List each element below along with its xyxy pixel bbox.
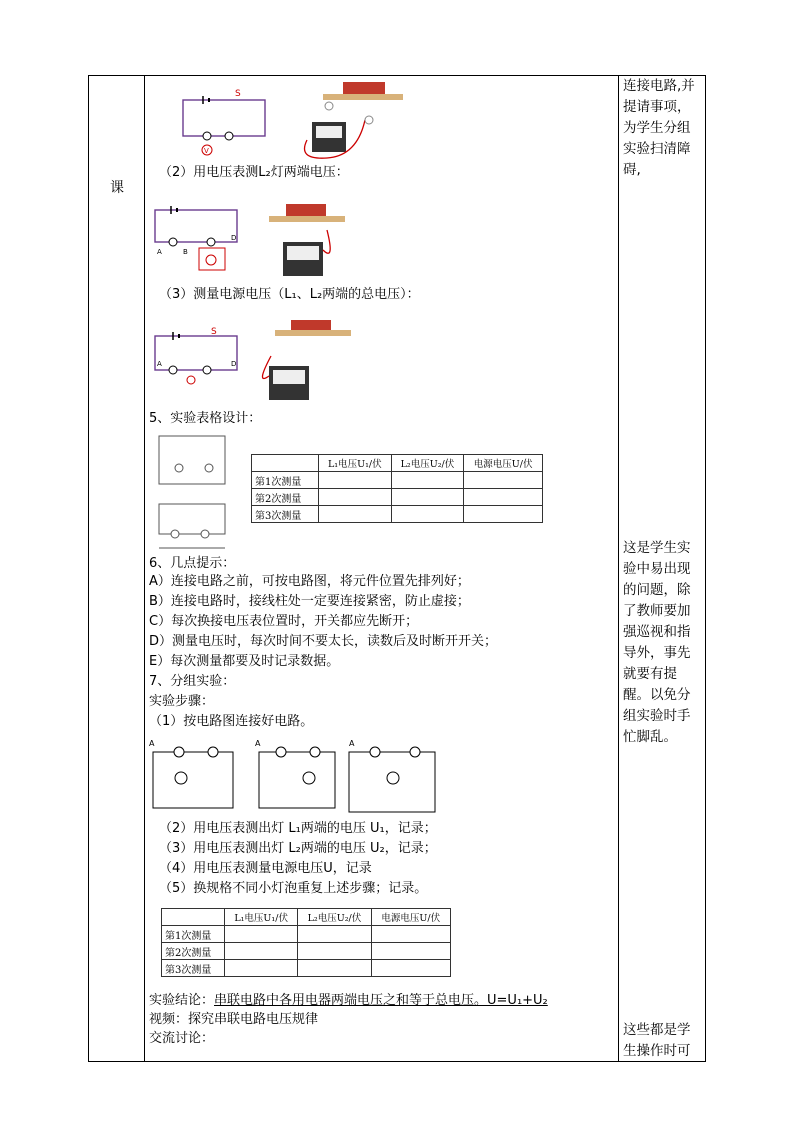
step-2: （2）用电压表测出灯 L₁两端的电压 U₁，记录； xyxy=(159,821,437,836)
conclusion-text: 串联电路中各用电器两端电压之和等于总电压。U=U₁+U₂ xyxy=(214,993,548,1008)
tip-c: C）每次换接电压表位置时，开关都应先断开； xyxy=(149,614,419,629)
header-cell xyxy=(252,455,319,472)
row-label: 第1次测量 xyxy=(252,472,319,489)
blank-cell xyxy=(298,960,371,977)
header-cell: L₂电压U₂/伏 xyxy=(391,455,464,472)
header-cell: L₁电压U₁/伏 xyxy=(225,909,298,926)
steps-title: 实验步骤： xyxy=(149,694,215,709)
blank-cell xyxy=(371,926,450,943)
circuit-figure-2 xyxy=(151,200,371,282)
circuit-figure-3 xyxy=(151,316,371,404)
step2-text: （2）用电压表测L₂灯两端电压： xyxy=(159,165,349,180)
row-label: 第2次测量 xyxy=(252,489,319,506)
blank-cell xyxy=(225,943,298,960)
node-a-label-3: A xyxy=(157,360,162,368)
row-label: 第2次测量 xyxy=(162,943,225,960)
conclusion-line xyxy=(149,992,548,1010)
side-note-1: 连接电路,并提请事项，为学生分组实验扫清障碍, xyxy=(623,78,695,178)
header-cell: L₂电压U₂/伏 xyxy=(298,909,371,926)
circuit-sketch-pair xyxy=(155,430,235,556)
left-column-label: 课 xyxy=(110,180,124,196)
row-label: 第1次测量 xyxy=(162,926,225,943)
blank-cell xyxy=(371,960,450,977)
discussion-line: 交流讨论： xyxy=(149,1031,215,1046)
tip-b: B）连接电路时，接线柱处一定要连接紧密，防止虚接； xyxy=(149,594,470,609)
diagram-a-label-3: A xyxy=(349,739,355,748)
step-1: （1）按电路图连接好电路。 xyxy=(149,714,314,729)
column-divider-2 xyxy=(618,76,619,1061)
node-d-label-3: D xyxy=(231,360,237,368)
header-cell: 电源电压U/伏 xyxy=(464,455,543,472)
blank-cell xyxy=(391,506,464,523)
blank-cell xyxy=(464,489,543,506)
data-table-2 xyxy=(161,908,451,977)
row-label: 第3次测量 xyxy=(252,506,319,523)
blank-cell xyxy=(319,472,392,489)
tip-e: E）每次测量都要及时记录数据。 xyxy=(149,654,340,669)
section7-title: 7、分组实验： xyxy=(149,674,236,689)
data-table-1 xyxy=(251,454,543,523)
diagram-a-label: A xyxy=(149,739,155,748)
header-cell xyxy=(162,909,225,926)
node-a-label: A xyxy=(157,248,162,256)
header-cell: L₁电压U₁/伏 xyxy=(319,455,392,472)
blank-cell xyxy=(391,472,464,489)
switch-label-3: S xyxy=(211,327,217,337)
blank-cell xyxy=(391,489,464,506)
blank-cell xyxy=(298,926,371,943)
video-line: 视频：探究串联电路电压规律 xyxy=(149,1012,319,1027)
blank-cell xyxy=(464,506,543,523)
switch-label: S xyxy=(235,89,241,99)
circuit-figure-1 xyxy=(177,80,417,162)
step-4: （4）用电压表测量电源电压U，记录 xyxy=(159,861,372,876)
header-cell: 电源电压U/伏 xyxy=(371,909,450,926)
blank-cell xyxy=(319,506,392,523)
blank-cell xyxy=(298,943,371,960)
step3-text: （3）测量电源电压（L₁、L₂两端的总电压）： xyxy=(159,287,420,302)
side-note-2: 这是学生实验中易出现的问题，除了教师要加强巡视和指导外，事先就要有提醒。以免分组实验时手忙脚乱。 xyxy=(623,540,691,745)
column-divider-1 xyxy=(144,76,145,1061)
section5-title: 5、实验表格设计： xyxy=(149,411,262,426)
blank-cell xyxy=(225,960,298,977)
node-b-label: B xyxy=(183,248,188,256)
blank-cell xyxy=(225,926,298,943)
node-d-label: D xyxy=(231,234,237,242)
circuit-diagrams-row xyxy=(149,736,449,816)
step-5: （5）换规格不同小灯泡重复上述步骤；记录。 xyxy=(159,881,428,896)
row-label: 第3次测量 xyxy=(162,960,225,977)
tip-d: D）测量电压时，每次时间不要太长，读数后及时断开开关； xyxy=(149,634,498,649)
lesson-table-frame xyxy=(88,75,706,1062)
section6-title: 6、几点提示： xyxy=(149,556,236,571)
blank-cell xyxy=(464,472,543,489)
voltmeter-label: V xyxy=(204,147,209,155)
tip-a: A）连接电路之前，可按电路图，将元件位置先排列好； xyxy=(149,574,470,589)
blank-cell xyxy=(371,943,450,960)
step-3: （3）用电压表测出灯 L₂两端的电压 U₂，记录； xyxy=(159,841,437,856)
side-note-3: 这些都是学生操作时可 xyxy=(623,1022,691,1059)
conclusion-label: 实验结论： xyxy=(149,993,215,1008)
blank-cell xyxy=(319,489,392,506)
diagram-a-label-2: A xyxy=(255,739,261,748)
